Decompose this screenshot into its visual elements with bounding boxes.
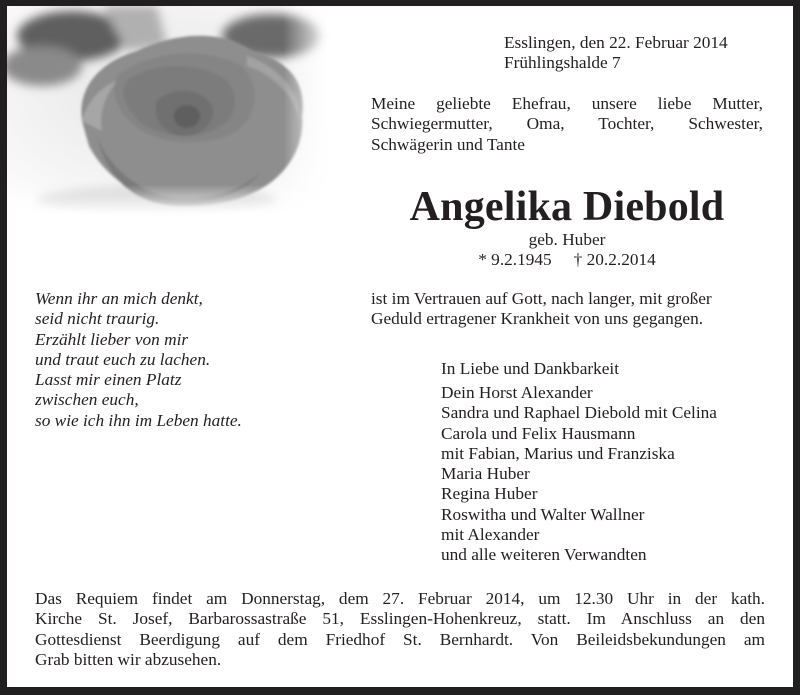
passing-text [371,289,712,330]
poem-line: zwischen euch, [35,390,139,410]
service-line: Das Requiem findet am Donnerstag, dem 27. Februar 2014, um 12.30 Uhr in der kath. [35,589,765,608]
poem-line: Erzählt lieber von mir [35,329,189,349]
life-dates [371,250,763,270]
mourner: Dein Horst Alexander [441,383,593,402]
poem-line: Wenn ihr an mich denkt, [35,289,203,308]
obituary-notice [7,6,793,687]
deceased-block [371,184,763,270]
service-line: Kirche St. Josef, Barbarossastraße 51, Esslingen-Hohenkreuz, statt. Im Anschluss an den [35,609,765,629]
intro-text [371,94,763,155]
mourner: Roswitha und Walter Wallner [441,504,645,524]
death-date: † 20.2.2014 [573,250,656,269]
maiden-name: geb. Huber [528,230,606,249]
mourner: Regina Huber [441,484,538,504]
deceased-name: Angelika Diebold [409,184,725,230]
birth-date: * 9.2.1945 [478,250,552,269]
mourner: und alle weiteren Verwandten [441,545,647,565]
mourner: Carola und Felix Hausmann [441,423,636,443]
mourner: Sandra und Raphael Diebold mit Celina [441,403,717,423]
place-date: Esslingen, den 22. Februar 2014 [504,33,728,52]
poem-line: seid nicht traurig. [35,309,160,329]
service-information [35,589,765,670]
mourner: mit Fabian, Marius und Franziska [441,443,675,463]
poem [35,289,242,431]
passing-line: Geduld ertragener Krankheit von uns gegangen. [371,309,704,329]
closing-phrase: In Liebe und Dankbarkeit [441,359,620,378]
rose-photo [7,6,332,216]
poem-line: Lasst mir einen Platz [35,370,182,390]
mourner: mit Alexander [441,525,540,545]
place-and-address [504,33,728,74]
service-line: Grab bitten wir abzusehen. [35,649,222,669]
poem-line: und traut euch zu lachen. [35,349,211,369]
service-line: Gottesdienst Beerdigung auf dem Friedhof St. Bernhardt. Von Beileidsbekundungen am [35,629,765,649]
address: Frühlingshalde 7 [504,53,621,73]
poem-line: so wie ich ihn im Leben hatte. [35,410,242,430]
mourner: Maria Huber [441,464,530,484]
intro-line: Schwiegermutter, Oma, Tochter, Schwester, [371,114,763,134]
intro-line: Meine geliebte Ehefrau, unsere liebe Mutter, [371,94,763,113]
mourners-list [441,383,717,566]
intro-line: Schwägerin und Tante [371,134,525,154]
passing-line: ist im Vertrauen auf Gott, nach langer, mit großer [371,289,712,308]
